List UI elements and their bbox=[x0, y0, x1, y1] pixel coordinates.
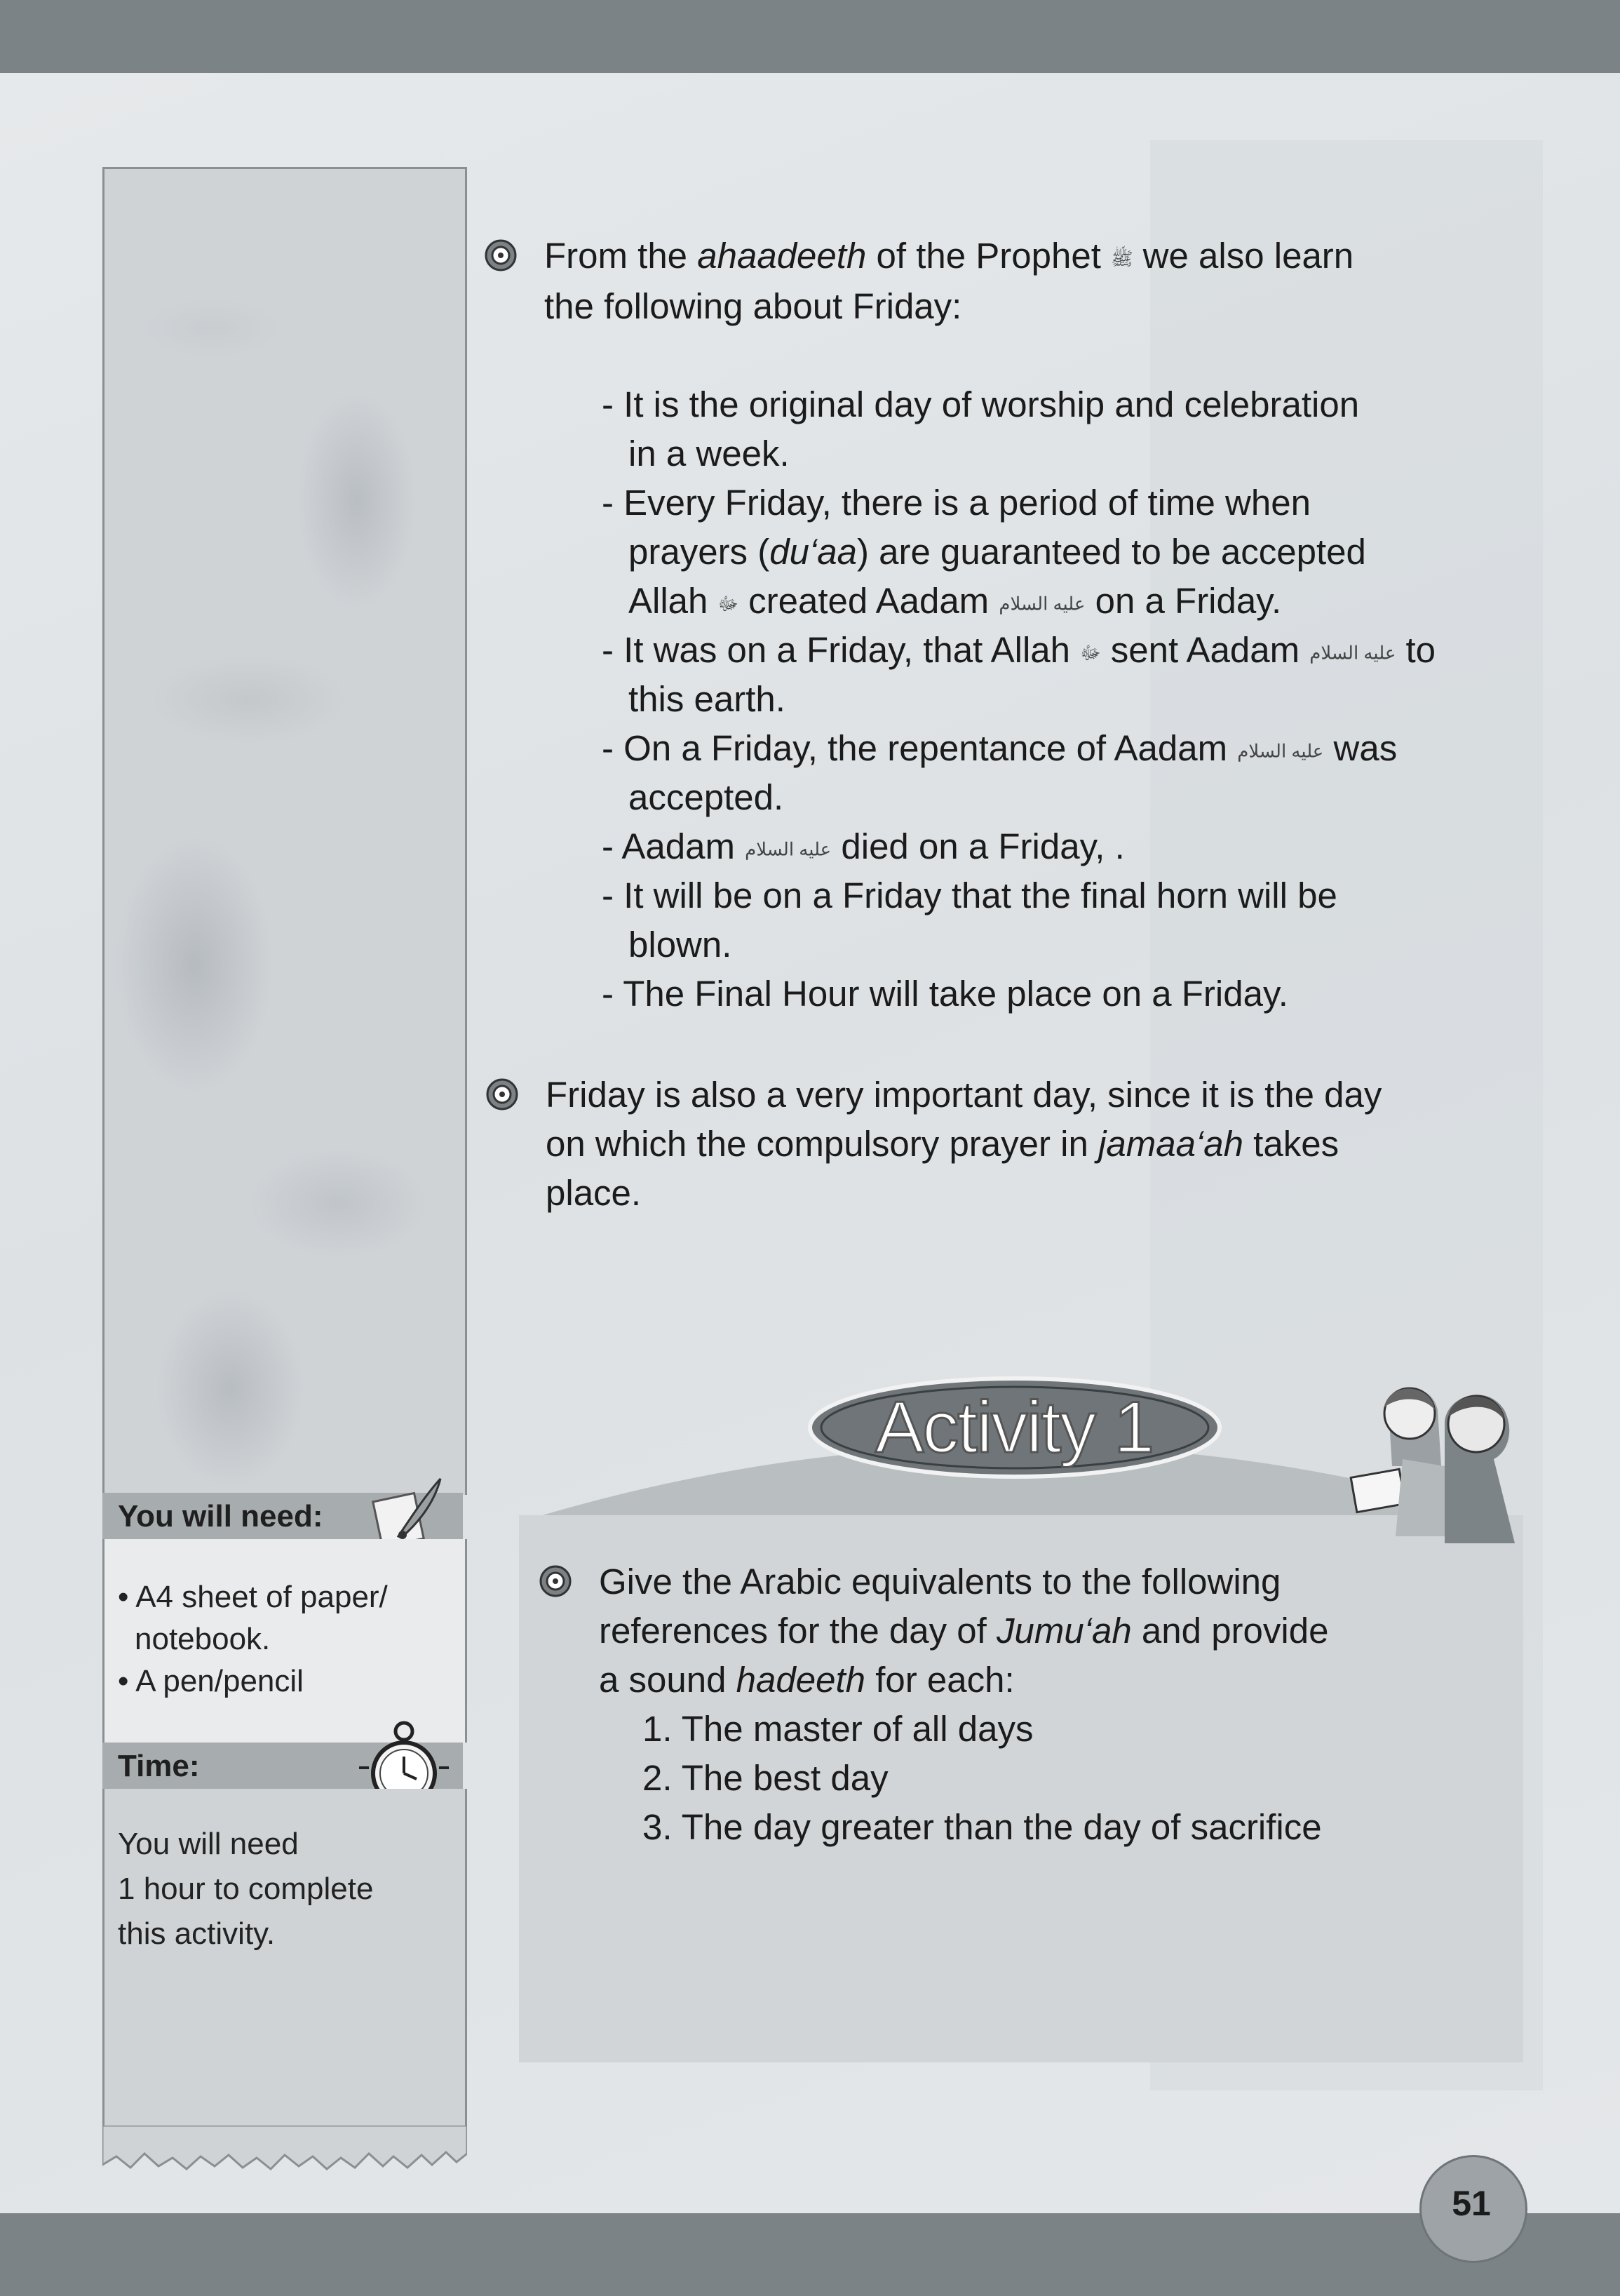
activity-item: 2. The best day bbox=[642, 1758, 889, 1798]
time-line: You will need bbox=[118, 1827, 299, 1861]
fact-6-line-1: - It will be on a Friday that the final horn will be bbox=[602, 875, 1337, 915]
need-title: You will need: bbox=[118, 1499, 323, 1533]
activity-line-1: Give the Arabic equivalents to the following bbox=[599, 1562, 1281, 1602]
need-item: • A pen/pencil bbox=[118, 1664, 304, 1698]
sidebar-marble-panel bbox=[102, 167, 467, 1495]
fact-6-line-2: blown. bbox=[628, 925, 732, 965]
fact-3-line-1: - It was on a Friday, that Allah ﷻ sent Aadam عليه السلام to bbox=[602, 630, 1436, 670]
activity-line-3: a sound hadeeth for each: bbox=[599, 1660, 1015, 1700]
spiral-bullet-icon bbox=[484, 239, 518, 272]
torn-paper-edge bbox=[102, 2126, 467, 2182]
intro-line-2: the following about Friday: bbox=[544, 286, 962, 326]
fact-5-line-1: - Aadam عليه السلام died on a Friday, . bbox=[602, 826, 1125, 866]
fact-1-line-2: in a week. bbox=[628, 434, 790, 474]
fact-2-line-1: - Every Friday, there is a period of time when bbox=[602, 483, 1311, 523]
friday-line-2: on which the compulsory prayer in jamaa‘ah takes bbox=[546, 1124, 1339, 1164]
fact-3-line-2: this earth. bbox=[628, 679, 785, 719]
fact-1-line-1: - It is the original day of worship and celebration bbox=[602, 384, 1360, 424]
spiral-bullet-icon bbox=[485, 1077, 519, 1111]
need-item: notebook. bbox=[135, 1622, 271, 1656]
top-band bbox=[0, 0, 1620, 73]
activity-item: 3. The day greater than the day of sacrifice bbox=[642, 1807, 1322, 1847]
bottom-band bbox=[0, 2213, 1620, 2296]
time-line: 1 hour to complete bbox=[118, 1872, 374, 1906]
page-number: 51 bbox=[1452, 2184, 1491, 2223]
friday-line-1: Friday is also a very important day, since it is the day bbox=[546, 1075, 1382, 1115]
activity-line-2: references for the day of Jumu‘ah and provide bbox=[599, 1611, 1329, 1651]
time-title: Time: bbox=[118, 1749, 200, 1783]
friday-line-3: place. bbox=[546, 1173, 642, 1213]
activity-title: Activity 1 bbox=[875, 1387, 1154, 1468]
fact-4-line-2: accepted. bbox=[628, 777, 784, 817]
spiral-bullet-icon bbox=[539, 1564, 572, 1598]
fact-2-line-2: prayers (du‘aa) are guaranteed to be accepted bbox=[628, 532, 1366, 572]
need-item: • A4 sheet of paper/ bbox=[118, 1580, 388, 1614]
fact-7-line-1: - The Final Hour will take place on a Friday. bbox=[602, 974, 1288, 1014]
fact-4-line-1: - On a Friday, the repentance of Aadam عليه السلام was bbox=[602, 728, 1398, 768]
children-illustration bbox=[1339, 1354, 1522, 1543]
activity-item: 1. The master of all days bbox=[642, 1709, 1034, 1749]
time-line: this activity. bbox=[118, 1916, 276, 1951]
intro-line-1: From the ahaadeeth of the Prophet ﷺ we also learn bbox=[544, 236, 1354, 276]
fact-2-line-3: Allah ﷻ created Aadam عليه السلام on a Friday. bbox=[628, 581, 1282, 621]
